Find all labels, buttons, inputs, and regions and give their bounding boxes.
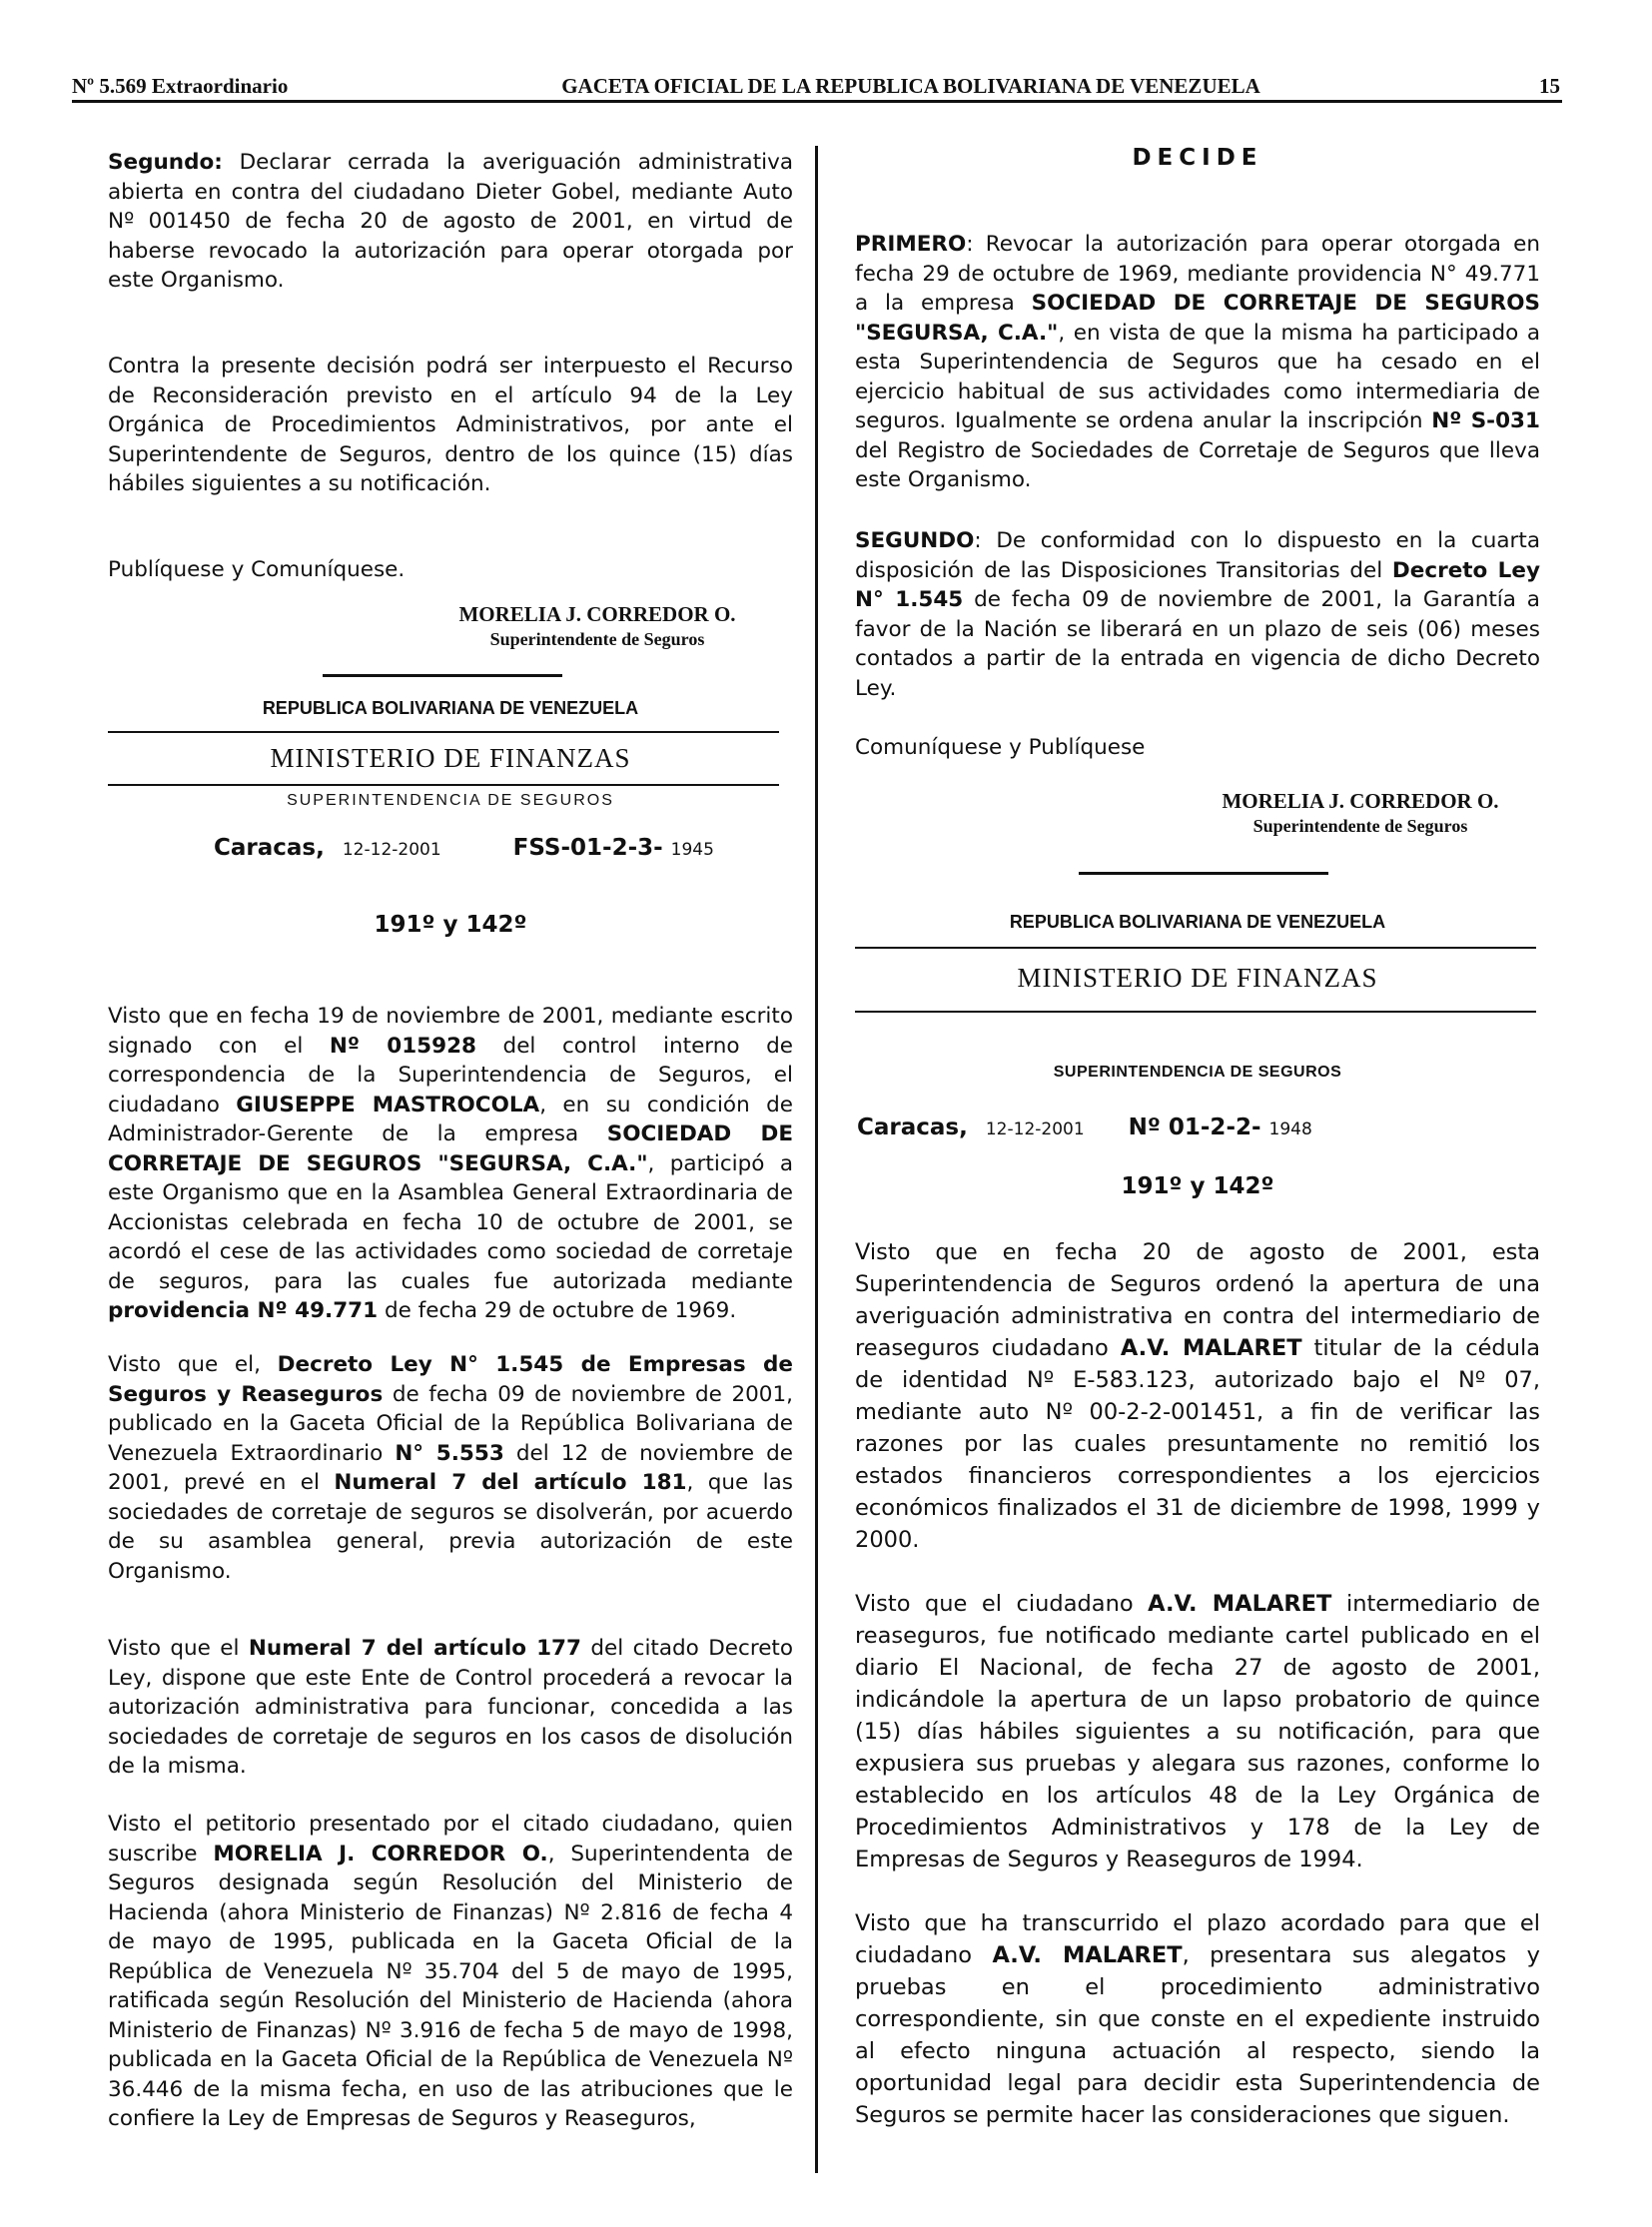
segundo-decision-paragraph [855, 526, 1540, 703]
visto-paragraph-2 [108, 1350, 793, 1586]
text-segment: del citado Decreto Ley, dispone que este Ente de Control procederá a revocar la autorización administrativa para funcionar, concedida a las sociedades de corretaje de seguros en los casos de disolución de la misma. [108, 1636, 794, 1779]
signature-rule [323, 674, 562, 677]
issue-number: Nº 5.569 Extraordinario [72, 74, 289, 98]
visto-paragraph-right-2 [855, 1588, 1540, 1875]
ministry-rule-bottom-right [855, 1011, 1536, 1013]
text-segment: GIUSEPPE MASTROCOLA [236, 1092, 540, 1117]
text-segment: Numeral 7 del artículo 181 [334, 1470, 687, 1495]
text-segment: A.V. MALARET [1120, 1335, 1302, 1361]
text-segment: Visto que el ciudadano [855, 1591, 1149, 1617]
header-rule [72, 100, 1562, 103]
ministerio-heading: MINISTERIO DE FINANZAS [270, 743, 631, 773]
signature-block [447, 602, 747, 650]
ministry-rule-top-right [855, 947, 1536, 949]
signature-title: Superintendente de Seguros [489, 629, 705, 649]
superintendencia-heading: SUPERINTENDENCIA DE SEGUROS [287, 792, 614, 809]
visto-paragraph-right-3 [855, 1907, 1540, 2131]
text-segment: de fecha 09 de noviembre de 2001, publicado en la Gaceta Oficial de la República Bolivariana de Venezuela Extraordinario [108, 1381, 794, 1466]
text-segment: providencia Nº 49.771 [108, 1298, 379, 1323]
text-segment: SOCIEDAD DE CORRETAJE DE SEGUROS "SEGURSA, C.A." [108, 1121, 794, 1176]
text-segment: del Registro de Sociedades de Corretaje de Seguros que lleva este Organismo. [855, 437, 1540, 492]
text-segment: , presentara sus alegatos y pruebas en el procedimiento administrativo correspondiente, sin que conste en el expediente instruido al efecto ninguna actuación al respecto, siendo la oportunidad legal para decidir esta Superintendencia de Seguros se permite hacer las consideraciones que siguen. [855, 1942, 1540, 2128]
text-segment: del 12 de noviembre de 2001, prevé en el [108, 1440, 793, 1495]
text-segment: de fecha 09 de noviembre de 2001, la Garantía a favor de la Nación se liberará en un plazo de seis (06) meses contados a partir de la entrada en vigencia de dicho Decreto Ley. [855, 587, 1540, 701]
years-line: 191º y 142º [374, 912, 527, 938]
segundo-paragraph [108, 148, 793, 296]
reference-number: 1945 [670, 840, 714, 860]
text-segment: , en su condición de Administrador-Gerente de la empresa [108, 1092, 793, 1146]
decide-heading: DECIDE [1132, 145, 1263, 171]
dateline [214, 835, 714, 861]
text-segment: A.V. MALARET [1148, 1591, 1332, 1617]
ministry-rule-bottom [108, 784, 779, 786]
signature-rule-right [1079, 872, 1328, 875]
text-segment: Nº 015928 [329, 1033, 476, 1059]
text-segment: A.V. MALARET [992, 1942, 1183, 1968]
dateline-date: 12-12-2001 [342, 840, 441, 860]
signature-name-right: MORELIA J. CORREDOR O. [1222, 789, 1499, 813]
text-segment: , participó a este Organismo que en la Asamblea General Extraordinaria de Accionistas celebrada en fecha 10 de octubre de 2001, se acordó el cese de las actividades como sociedad de corretaje de seguros, para las cuales fue autorizada mediante [108, 1150, 793, 1294]
page-number: 15 [1539, 74, 1560, 98]
text-segment: Visto que ha transcurrido el plazo acordado para que el ciudadano [855, 1910, 1540, 1968]
dateline-city: Caracas, [214, 835, 325, 861]
text-segment: , que las sociedades de corretaje de seguros se disolverán, por acuerdo de su asamblea general, previa autorización de este Organismo. [108, 1470, 794, 1584]
segundo-label: Segundo: [108, 150, 223, 175]
visto-paragraph-4 [108, 1810, 793, 2134]
text-segment: Numeral 7 del artículo 177 [248, 1636, 581, 1661]
text-segment: PRIMERO [855, 232, 967, 257]
text-segment: : De conformidad con lo dispuesto en la cuarta disposición de las Disposiciones Transitorias del [855, 528, 1540, 583]
text-segment: : Revocar la autorización para operar otorgada en fecha 29 de octubre de 1969, mediante providencia N° 49.771 a la empresa [855, 232, 1540, 316]
text-segment: Visto que el, [108, 1352, 278, 1377]
reference-label-right: Nº 01-2-2- [1128, 1114, 1261, 1140]
text-segment: MORELIA J. CORREDOR O. [213, 1841, 548, 1866]
republica-heading-right: REPUBLICA BOLIVARIANA DE VENEZUELA [1009, 912, 1386, 932]
gazette-title: GACETA OFICIAL DE LA REPUBLICA BOLIVARIANA DE VENEZUELA [561, 74, 1260, 98]
reference-label: FSS-01-2-3- [512, 835, 663, 861]
signature-title-right: Superintendente de Seguros [1252, 816, 1468, 836]
column-divider [815, 146, 818, 2173]
text-segment: , en vista de que la misma ha participado a esta Superintendencia de Seguros que ha cesado en el ejercicio habitual de sus actividades como intermediaria de seguros. Igualmente se ordena anular la inscripción [855, 320, 1541, 433]
text-segment: N° 5.553 [395, 1440, 504, 1466]
superintendencia-heading-right: SUPERINTENDENCIA DE SEGUROS [1053, 1064, 1342, 1081]
reference-number-right: 1948 [1268, 1119, 1312, 1139]
running-header [72, 74, 1560, 102]
dateline-city-right: Caracas, [857, 1114, 968, 1140]
comuniquese-line: Comuníquese y Publíquese [855, 735, 1146, 760]
years-line-right: 191º y 142º [1121, 1173, 1274, 1199]
dateline-date-right: 12-12-2001 [985, 1119, 1085, 1139]
dateline-right [857, 1114, 1312, 1140]
text-segment: , Superintendenta de Seguros designada según Resolución del Ministerio de Hacienda (ahora Ministerio de Finanzas) Nº 2.816 de fecha 4 de mayo de 1995, publicada en la Gaceta Oficial de la República de Venezuela Nº 35.704 del 5 de mayo de 1995, ratificada según Resolución del Ministerio de Hacienda (ahora Ministerio de Finanzas) Nº 3.916 de fecha 5 de mayo de 1998, publicada en la Gaceta Oficial de la República de Venezuela Nº 36.446 de la misma fecha, en uso de las atribuciones que le confiere la Ley de Empresas de Seguros y Reaseguros, [108, 1841, 794, 2131]
text-segment: Decreto Ley N° 1.545 [855, 557, 1540, 612]
visto-paragraph-1 [108, 1002, 793, 1326]
text-segment: intermediario de reaseguros, fue notificado mediante cartel publicado en el diario El Nacional, de fecha 27 de agosto de 2001, indicándole la apertura de un lapso probatorio de quince (15) días hábiles siguientes a su notificación, para que expusiera sus pruebas y alegara sus razones, conforme lo establecido en los artículos 48 de la Ley Orgánica de Procedimientos Administrativos y 178 de la Ley de Empresas de Seguros y Reaseguros de 1994. [855, 1591, 1540, 1872]
text-segment: SEGUNDO [855, 528, 975, 553]
text-segment: SOCIEDAD DE CORRETAJE DE SEGUROS "SEGURSA, C.A." [855, 291, 1540, 346]
text-segment: Visto que en fecha 19 de noviembre de 2001, mediante escrito signado con el [108, 1004, 793, 1059]
visto-paragraph-right-1 [855, 1236, 1540, 1556]
primero-paragraph [855, 230, 1540, 495]
text-segment: de fecha 29 de octubre de 1969. [378, 1298, 737, 1323]
text-segment: Nº S-031 [1431, 408, 1540, 433]
recurso-paragraph: Contra la presente decisión podrá ser interpuesto el Recurso de Reconsideración previsto en el artículo 94 de la Ley Orgánica de Procedimientos Administrativos, por ante el Superintendente de Seguros, dentro de los quince (15) días hábiles siguientes a su notificación. [108, 354, 793, 496]
signature-block-right [1211, 789, 1510, 837]
segundo-text: Declarar cerrada la averiguación administrativa abierta en contra del ciudadano Dieter Gobel, mediante Auto Nº 001450 de fecha 20 de agosto de 2001, en virtud de haberse revocado la autorización para operar otorgada por este Organismo. [108, 150, 793, 293]
republica-heading: REPUBLICA BOLIVARIANA DE VENEZUELA [262, 698, 639, 718]
ministry-rule-top [108, 731, 779, 733]
text-segment: Decreto Ley N° 1.545 de Empresas de Seguros y Reaseguros [108, 1352, 793, 1407]
visto-paragraph-3 [108, 1634, 793, 1782]
signature-name: MORELIA J. CORREDOR O. [458, 602, 736, 626]
text-segment: del control interno de correspondencia de la Superintendencia de Seguros, el ciudadano [108, 1033, 793, 1117]
publiquese-line: Publíquese y Comuníquese. [108, 557, 406, 582]
text-segment: Visto que en fecha 20 de agosto de 2001, esta Superintendencia de Seguros ordenó la apertura de una averiguación administrativa en contra del intermediario de reaseguros ciudadano [855, 1239, 1540, 1361]
ministerio-heading-right: MINISTERIO DE FINANZAS [1017, 963, 1378, 993]
text-segment: titular de la cédula de identidad Nº E-583.123, autorizado bajo el Nº 07, mediante auto Nº 00-2-2-001451, a fin de verificar las razones por las cuales presuntamente no remitió los estados financieros correspondientes a los ejercicios económicos finalizados el 31 de diciembre de 1998, 1999 y 2000. [855, 1335, 1540, 1553]
text-segment: Visto el petitorio presentado por el citado ciudadano, quien suscribe [108, 1812, 793, 1866]
text-segment: Visto que el [108, 1636, 249, 1661]
